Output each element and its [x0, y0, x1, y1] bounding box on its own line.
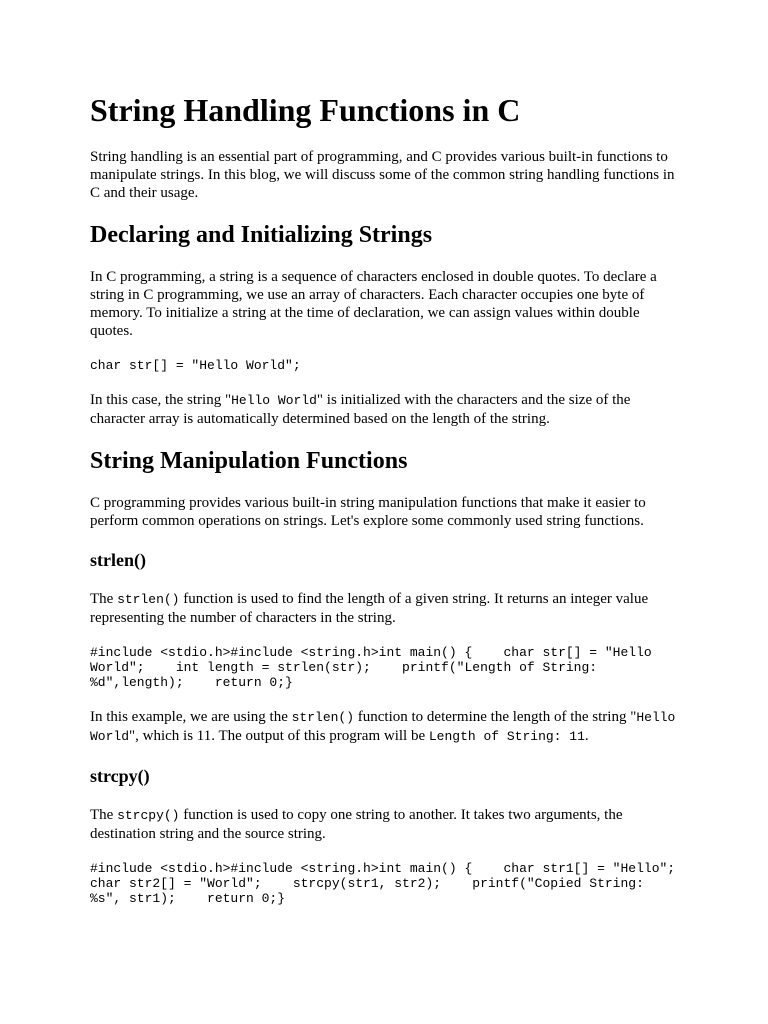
- strlen-example-code-1: strlen(): [291, 710, 355, 725]
- strlen-heading: strlen(): [90, 550, 146, 570]
- strlen-example: [90, 708, 682, 746]
- declaring-heading: Declaring and Initializing Strings: [90, 222, 433, 248]
- strlen-example-text-1: In this example, we are using the: [90, 709, 292, 725]
- intro-paragraph: String handling is an essential part of programming, and C provides various built-in functions to manipulate strings. In this blog, we will discuss some of the common string handling functions in C and their usage.: [90, 149, 675, 201]
- strlen-example-text-3: ", which is 11. The output of this program will be: [129, 728, 429, 744]
- strlen-example-code-2: Hello World: [90, 710, 676, 744]
- manipulation-paragraph: C programming provides various built-in string manipulation functions that make it easier to perform common operations on strings. Let's explore some commonly used string functions.: [90, 495, 646, 529]
- article: [90, 90, 707, 924]
- manipulation-heading: String Manipulation Functions: [90, 448, 408, 474]
- declaring-note-text-1: In this case, the string ": [90, 392, 232, 408]
- strlen-example-code-3: Length of String: 11: [428, 729, 585, 744]
- strlen-example-text-4: .: [584, 728, 589, 744]
- strlen-description: [90, 590, 682, 627]
- strlen-desc-code: strlen(): [117, 592, 180, 607]
- declaring-note: [90, 391, 682, 428]
- strcpy-description: [90, 806, 682, 843]
- page-title: String Handling Functions in C: [90, 92, 521, 128]
- strcpy-desc-code: strcpy(): [117, 808, 180, 823]
- strcpy-desc-text-2: function is used to copy one string to another. It takes two arguments, the destination string and the source string.: [90, 807, 623, 842]
- strlen-example-text-2: function to determine the length of the string ": [354, 709, 637, 725]
- declaring-code-block: char str[] = "Hello World";: [90, 358, 301, 373]
- strcpy-code-block: #include <stdio.h>#include <string.h>int main() { char str1[] = "Hello"; char str2[] = "World"; strcpy(str1, str2); printf("Copied String: %s", str1); return 0;}: [90, 861, 707, 906]
- declaring-note-text-2: " is initialized with the characters and the size of the character array is automatically determined based on the length of the string.: [90, 392, 631, 427]
- strcpy-heading: strcpy(): [90, 766, 150, 786]
- declaring-note-code: Hello World: [231, 393, 317, 408]
- strcpy-desc-text-1: The: [90, 807, 118, 823]
- strlen-desc-text-1: The: [90, 591, 118, 607]
- strlen-code-block: #include <stdio.h>#include <string.h>int main() { char str[] = "Hello World"; int length = strlen(str); printf("Length of String: %d",length); return 0;}: [90, 645, 660, 690]
- strlen-desc-text-2: function is used to find the length of a given string. It returns an integer value representing the number of characters in the string.: [90, 591, 649, 626]
- declaring-paragraph: In C programming, a string is a sequence of characters enclosed in double quotes. To declare a string in C programming, we use an array of characters. Each character occupies one byte of memory. To initialize a string at the time of declaration, we can assign values within double quotes.: [90, 269, 657, 339]
